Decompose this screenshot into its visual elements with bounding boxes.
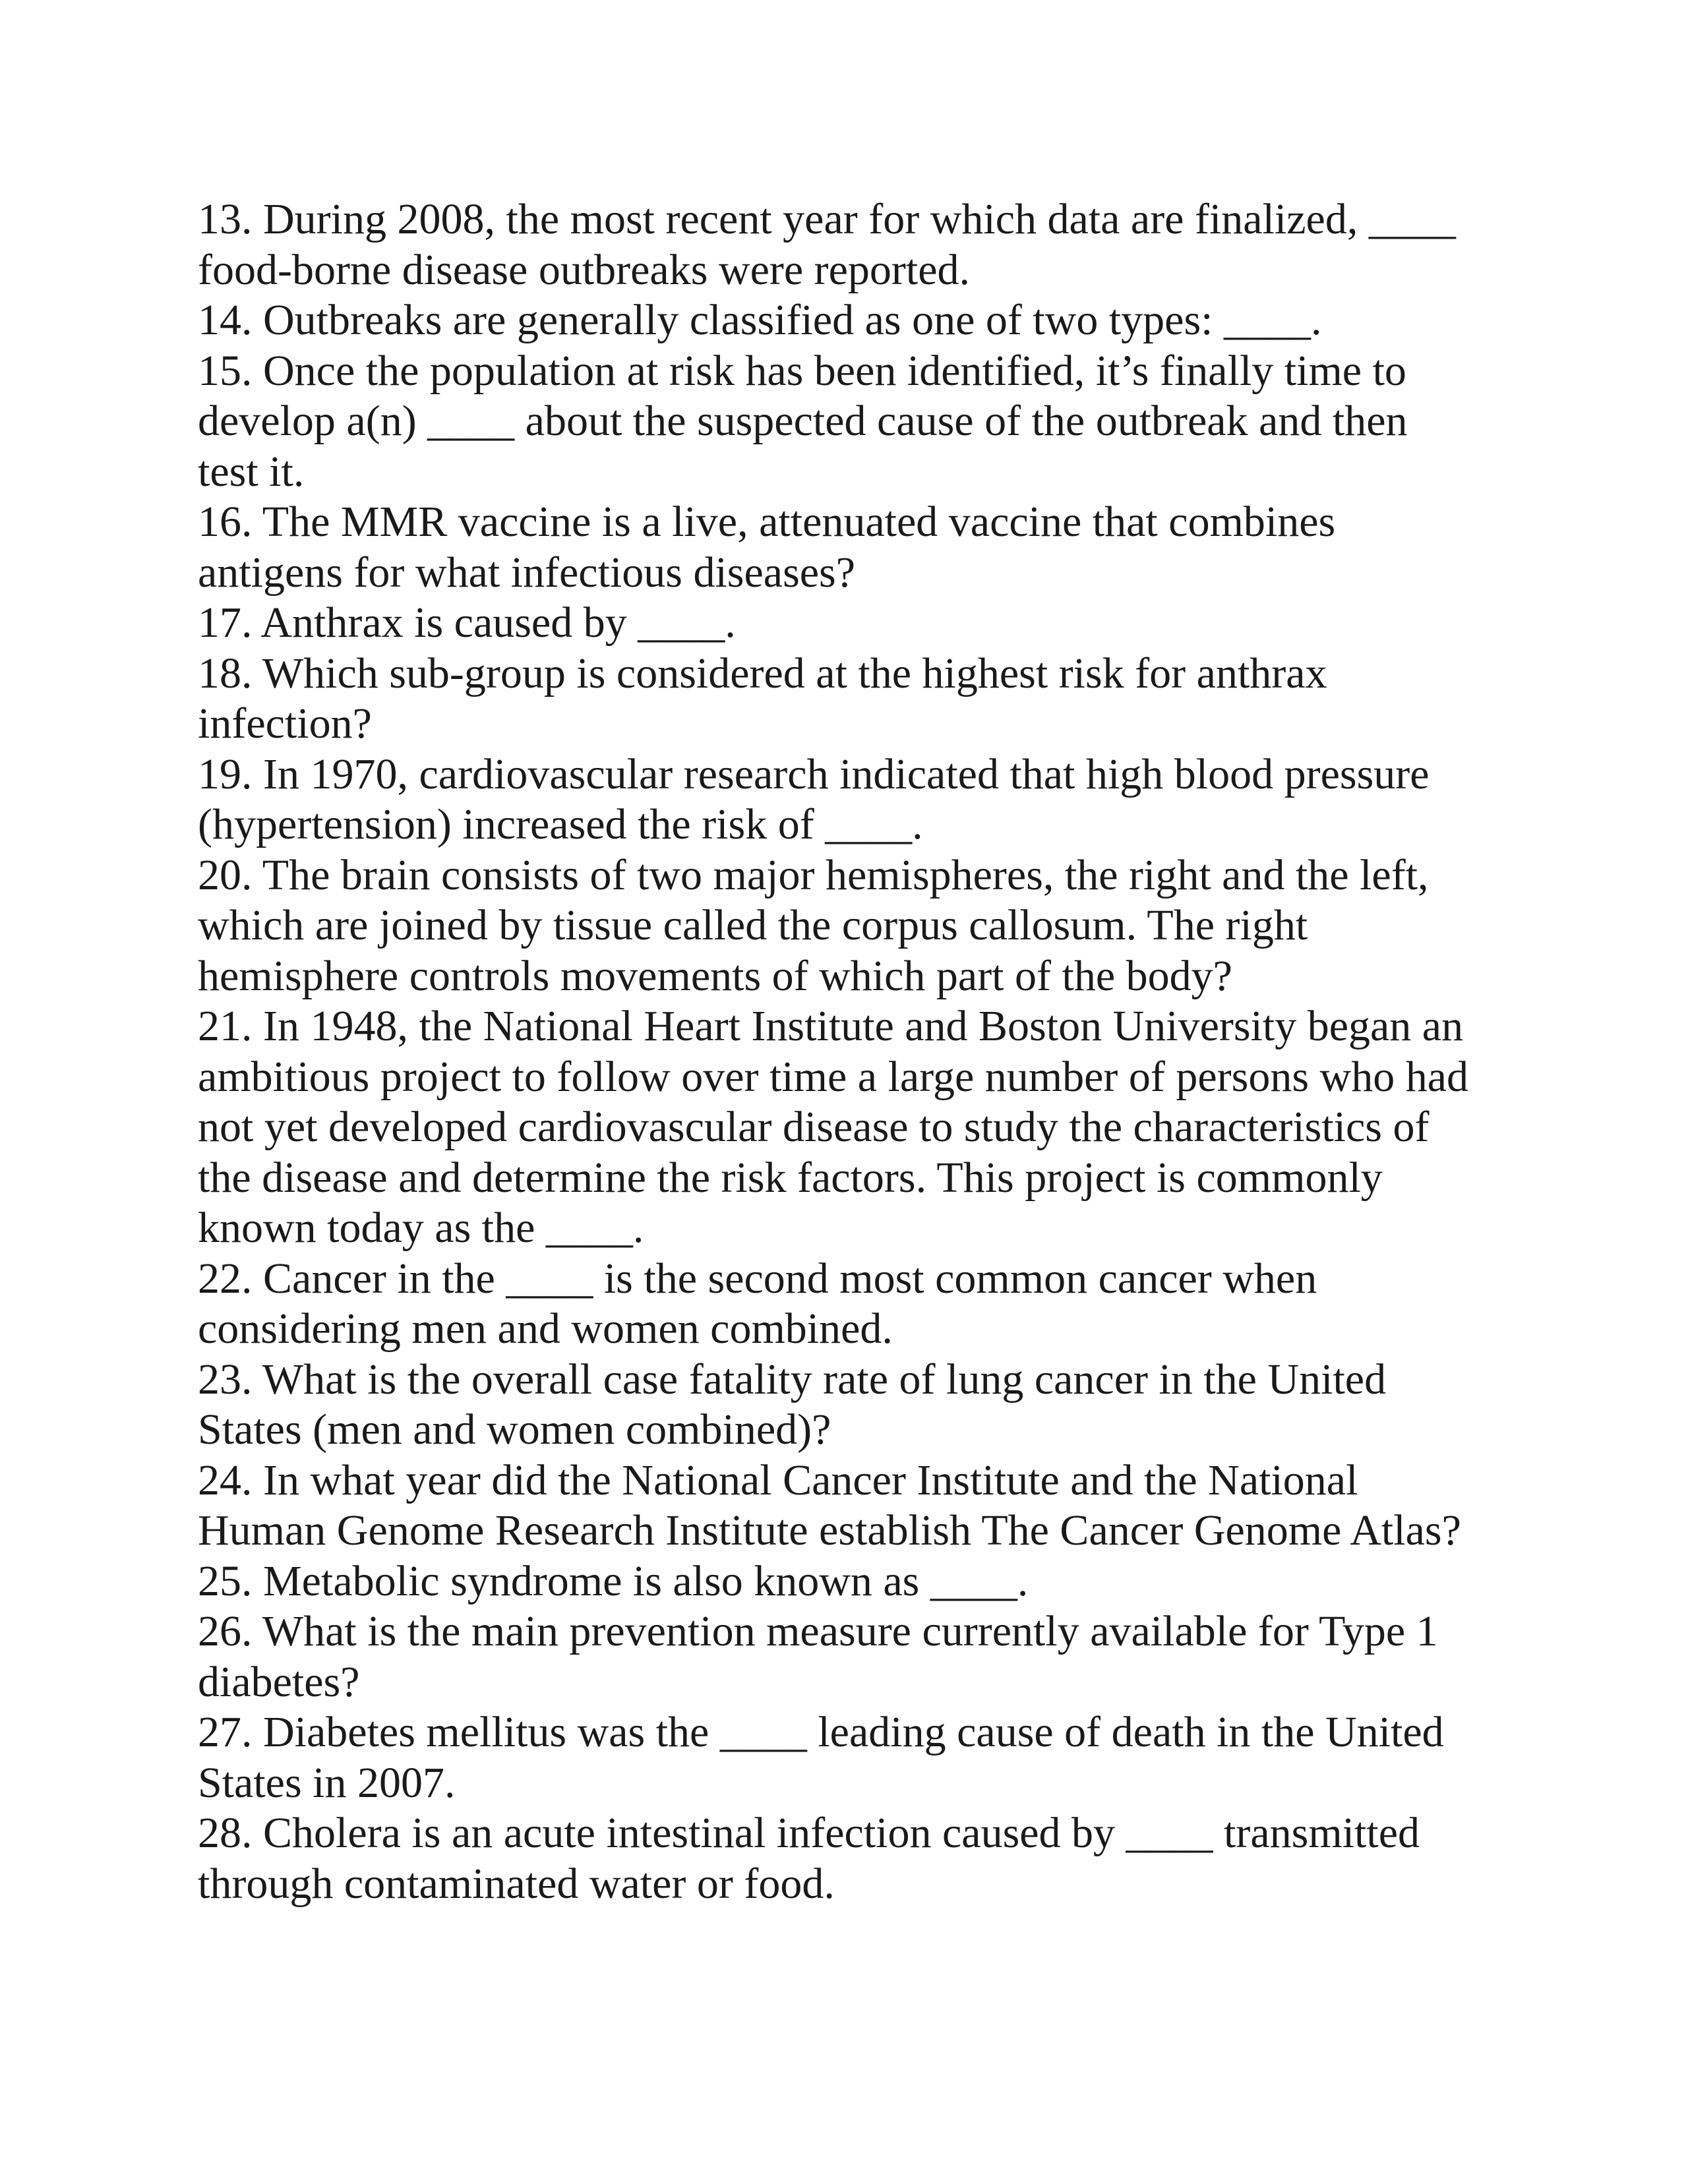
question-16-line-2: antigens for what infectious diseases?: [198, 548, 856, 597]
question-15-line-3: test it.: [198, 447, 305, 496]
question-24-line-1: 24. In what year did the National Cancer Institute and the National: [198, 1456, 1358, 1504]
question-21: [198, 1001, 1503, 1254]
question-15-line-1: 15. Once the population at risk has been identified, it’s finally time to: [198, 346, 1406, 395]
question-17-line-1: 17. Anthrax is caused by ____.: [198, 599, 736, 647]
question-27-line-2: States in 2007.: [198, 1758, 456, 1807]
question-18: [198, 649, 1503, 750]
question-27-line-1: 27. Diabetes mellitus was the ____ leading cause of death in the United: [198, 1708, 1444, 1756]
question-26-line-1: 26. What is the main prevention measure currently available for Type 1: [198, 1607, 1438, 1655]
question-20-line-2: which are joined by tissue called the corpus callosum. The right: [198, 901, 1308, 949]
question-20: [198, 850, 1503, 1002]
question-20-line-1: 20. The brain consists of two major hemispheres, the right and the left,: [198, 850, 1429, 899]
question-25-line-1: 25. Metabolic syndrome is also known as ____.: [198, 1556, 1029, 1605]
question-28-line-1: 28. Cholera is an acute intestinal infection caused by ____ transmitted: [198, 1809, 1420, 1857]
question-15-line-2: develop a(n) ____ about the suspected cause of the outbreak and then: [198, 397, 1408, 445]
question-21-line-2: ambitious project to follow over time a large number of persons who had: [198, 1052, 1468, 1101]
question-13: [198, 194, 1503, 295]
question-28-line-2: through contaminated water or food.: [198, 1859, 835, 1908]
question-24: [198, 1456, 1503, 1556]
question-19-line-2: (hypertension) increased the risk of ____.: [198, 800, 923, 848]
question-23-line-2: States (men and women combined)?: [198, 1405, 831, 1454]
question-13-line-1: 13. During 2008, the most recent year for which data are finalized, ____: [198, 195, 1456, 243]
question-22-line-1: 22. Cancer in the ____ is the second most common cancer when: [198, 1254, 1317, 1303]
question-22: [198, 1254, 1503, 1355]
question-23: [198, 1355, 1503, 1456]
question-26-line-2: diabetes?: [198, 1657, 360, 1706]
question-21-line-1: 21. In 1948, the National Heart Institute and Boston University began an: [198, 1002, 1464, 1050]
question-list: [198, 194, 1503, 1909]
question-21-line-5: known today as the ____.: [198, 1204, 644, 1252]
question-22-line-2: considering men and women combined.: [198, 1305, 893, 1353]
question-25: [198, 1556, 1503, 1607]
question-24-line-2: Human Genome Research Institute establish The Cancer Genome Atlas?: [198, 1506, 1461, 1554]
question-21-line-4: the disease and determine the risk factors. This project is commonly: [198, 1153, 1383, 1202]
question-19: [198, 750, 1503, 850]
question-14-line-1: 14. Outbreaks are generally classified as one of two types: ____.: [198, 296, 1322, 344]
question-23-line-1: 23. What is the overall case fatality rate of lung cancer in the United: [198, 1355, 1387, 1403]
question-16: [198, 497, 1503, 598]
question-20-line-3: hemisphere controls movements of which part of the body?: [198, 951, 1232, 1000]
question-19-line-1: 19. In 1970, cardiovascular research indicated that high blood pressure: [198, 750, 1430, 798]
question-17: [198, 598, 1503, 649]
question-27: [198, 1707, 1503, 1808]
question-18-line-1: 18. Which sub-group is considered at the highest risk for anthrax: [198, 649, 1327, 697]
question-15: [198, 346, 1503, 498]
question-18-line-2: infection?: [198, 699, 372, 748]
question-13-line-2: food-borne disease outbreaks were reported.: [198, 245, 971, 294]
question-16-line-1: 16. The MMR vaccine is a live, attenuated vaccine that combines: [198, 498, 1336, 546]
question-14: [198, 295, 1503, 346]
question-21-line-3: not yet developed cardiovascular disease to study the characteristics of: [198, 1103, 1430, 1151]
question-26: [198, 1607, 1503, 1707]
question-28: [198, 1808, 1503, 1909]
